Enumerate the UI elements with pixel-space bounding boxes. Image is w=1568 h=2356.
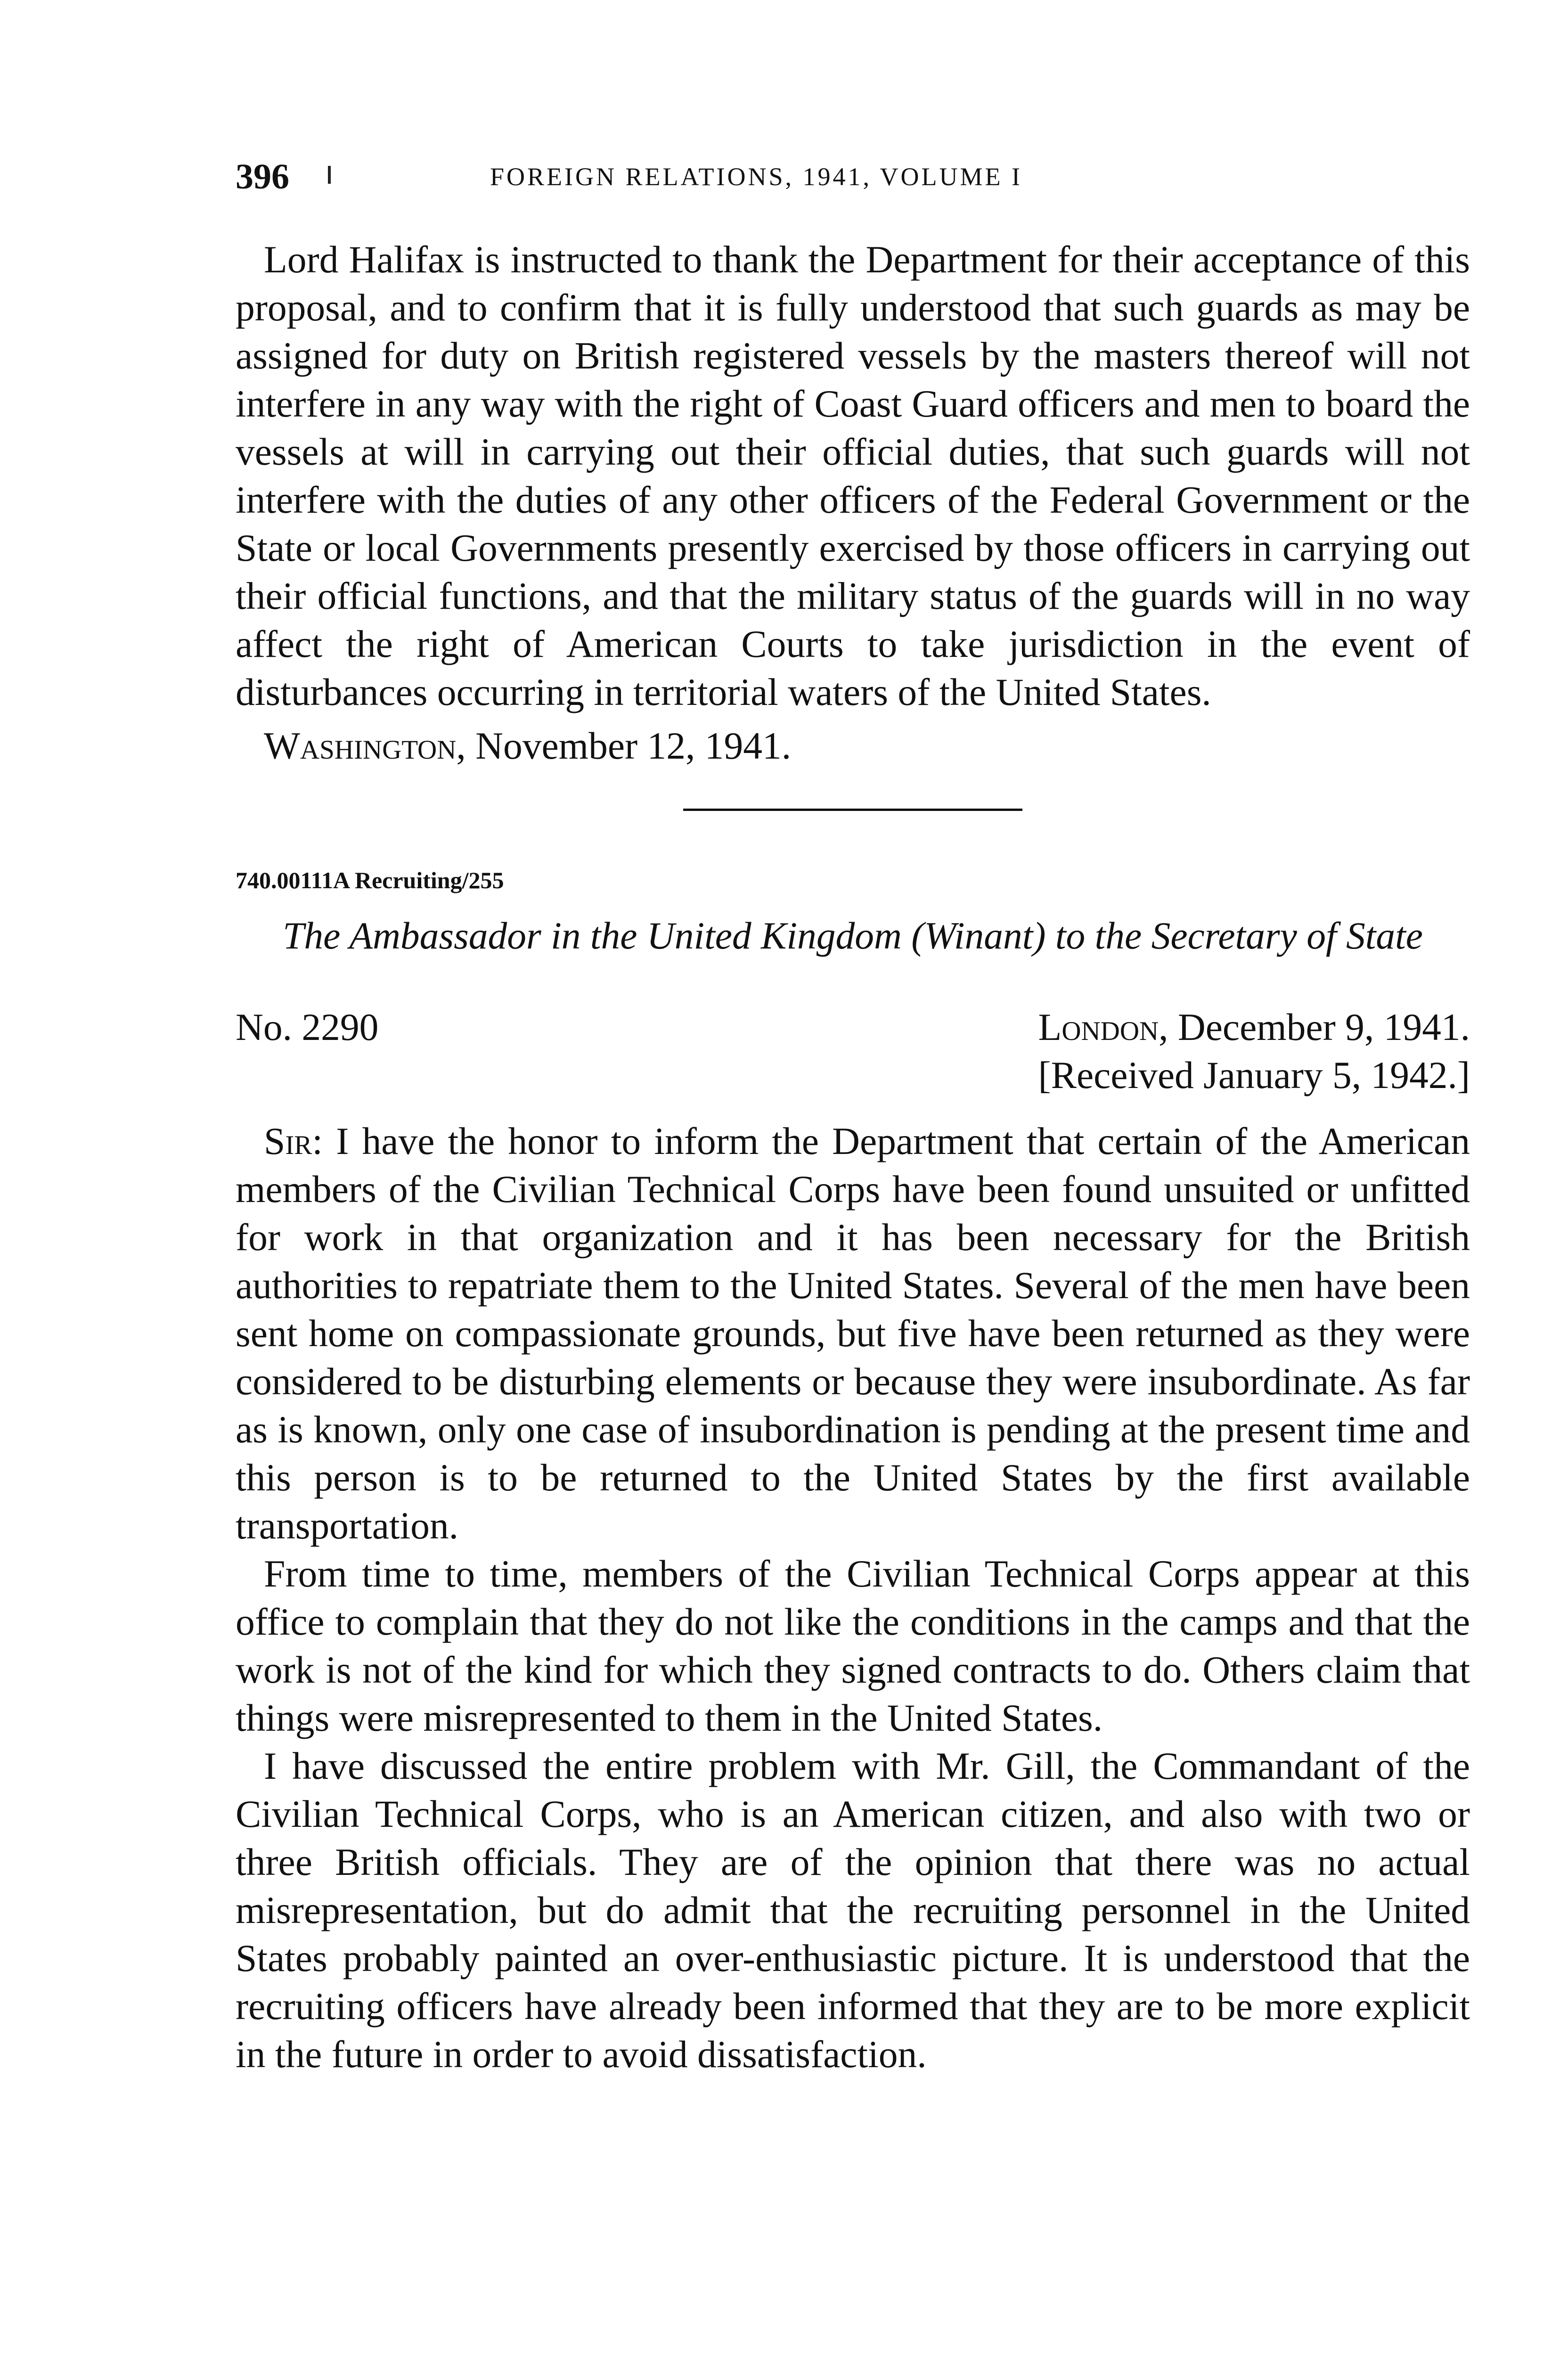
halifax-paragraph: Lord Halifax is instructed to thank the Department for their acceptance of this proposal, and to confirm that it is fully understood that such guards as may be assigned for duty on British registered vessels by the masters thereof will not interfere in any way with the right of Coast Guard officers and men to board the vessels at will in carrying out their official duties, that such guards will not interfere with the duties of any other officers of the Federal Government or the State or local Governments presently exercised by those officers in carrying out their official functions, and that the military status of the guards will in no way affect the right of American Courts to take jurisdiction in the event of disturbances occurring in territorial waters of the United States. bbox=[236, 238, 1470, 713]
page-edge-mark bbox=[328, 166, 331, 184]
file-number: 740.00111A Recruiting/255 bbox=[236, 867, 504, 893]
letter-place: London, bbox=[1038, 1006, 1168, 1048]
document-title bbox=[236, 912, 1470, 960]
letter-paragraph-two: From time to time, members of the Civilian Technical Corps appear at this office to complain that they do not like the conditions in the camps and that the work is not of the kind for which they signed contracts to do. Others claim that things were misrepresented to them in the United States. bbox=[236, 1552, 1470, 1739]
page-body bbox=[236, 236, 1470, 2078]
title-part-one: The Ambassador in the United Kingdom bbox=[283, 914, 902, 957]
letter-date: December 9, 1941. bbox=[1177, 1006, 1470, 1048]
page-header bbox=[236, 155, 1470, 198]
letter-paragraph-one bbox=[236, 1117, 1470, 1550]
page-number: 396 bbox=[236, 157, 289, 196]
washington-dateline bbox=[236, 722, 1470, 770]
running-title: FOREIGN RELATIONS, 1941, VOLUME I bbox=[490, 163, 1022, 191]
paragraph-one-text: I have the honor to inform the Department that certain of the American members of the Civilian Technical Corps have been found unsuited or unfitted for work in that organization and it has been necessary for the British authorities to repatriate them to the United States. Several of the men have been sent home on compassionate grounds, but five have been returned as they were considered to be disturbing elements or because they were insubordinate. As far as is known, only one case of insubordination is pending at the present time and this person is to be returned to the United States by the first available transportation. bbox=[236, 1120, 1470, 1547]
document-meta bbox=[236, 1003, 1470, 1109]
letter-paragraph-three: I have discussed the entire problem with Mr. Gill, the Commandant of the Civilian Technical Corps, who is an American citizen, and also with two or three British officials. They are of the opinion that there was no actual misrepresentation, but do admit that the recruiting personnel in the United States probably painted an over-enthusiastic picture. It is understood that the recruiting officers have already been informed that they are to be more explicit in the future in order to avoid dissatisfaction. bbox=[236, 1744, 1470, 2076]
section-divider bbox=[683, 809, 1022, 811]
document-number: No. 2290 bbox=[236, 1006, 379, 1048]
letter-body bbox=[236, 1117, 1470, 2078]
salutation: Sir: bbox=[264, 1120, 323, 1162]
dateline-date: November 12, 1941. bbox=[475, 724, 792, 767]
title-part-two: to the Secretary of State bbox=[1055, 914, 1423, 957]
title-name: (Winant) bbox=[911, 914, 1046, 957]
place-date bbox=[1038, 1003, 1470, 1051]
dateline-place: Washington, bbox=[264, 724, 466, 767]
received-date: [Received January 5, 1942.] bbox=[1038, 1054, 1470, 1096]
